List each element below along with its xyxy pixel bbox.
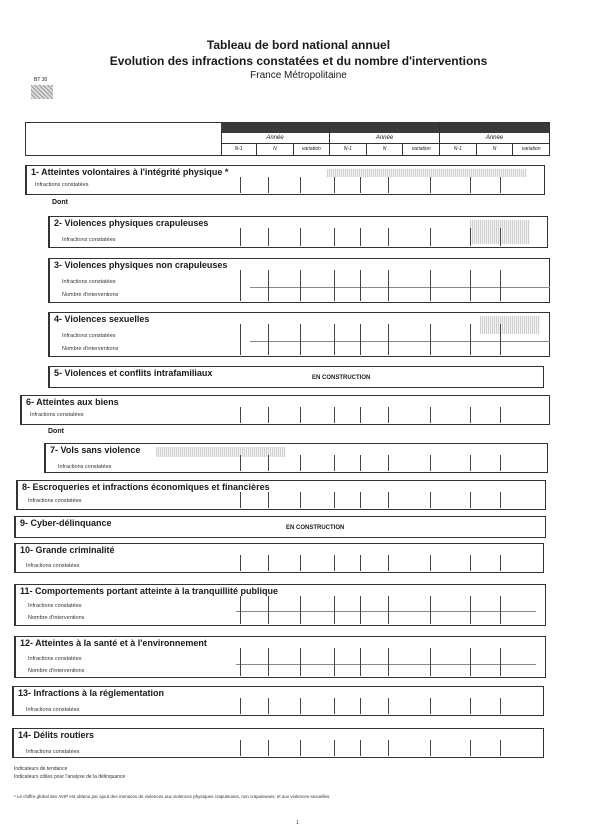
row-label: Infractions constatées [58,464,112,470]
stamp-label: BT 30 [34,77,48,83]
column-separator [388,698,389,714]
column-separator [300,648,301,676]
column-separator [268,596,269,624]
section-title: 2- Violences physiques crapuleuses [54,218,209,228]
column-separator [470,455,471,471]
row-divider [236,664,536,665]
column-separator [240,596,241,624]
section-title: 4- Violences sexuelles [54,314,150,324]
column-separator [300,698,301,714]
column-separator [360,740,361,756]
col-n-1: N-1 [440,144,477,155]
column-separator [500,555,501,571]
row-label: Nombre d'interventions [28,668,85,674]
row-label: Infractions constatées [28,498,82,504]
column-separator [430,455,431,471]
column-separator [430,492,431,508]
column-separator [500,455,501,471]
column-separator [430,740,431,756]
column-separator [360,555,361,571]
section-7 [44,443,548,473]
column-separator [300,270,301,301]
column-separator [334,407,335,423]
col-n-1: N-1 [221,144,257,155]
section-3 [48,258,550,303]
column-separator [334,648,335,676]
region-label: France Métropolitaine [250,70,347,81]
column-separator [268,492,269,508]
column-separator [470,228,471,246]
column-separator [300,492,301,508]
footer-legend-1: Indicateurs de tendance [14,766,68,772]
column-separator [388,492,389,508]
column-separator [500,740,501,756]
column-separator [470,270,471,301]
row-divider [236,611,536,612]
column-group-title-bar [330,123,439,133]
dont-label: Dont [52,199,68,206]
column-separator [388,648,389,676]
col-n: N [477,144,514,155]
column-separator [430,324,431,355]
footer-legend-2: Indicateurs cibles pour l'analyse de la délinquance [14,774,126,780]
column-separator [388,228,389,246]
section-13 [12,686,544,716]
col-n-1: N-1 [330,144,367,155]
document-subtitle: Evolution des infractions constatées et du nombre d'interventions [109,54,488,68]
column-separator [470,324,471,355]
section-title: 8- Escroqueries et infractions économiques et financières [22,482,270,492]
row-label: Infractions constatées [28,603,82,609]
column-separator [388,596,389,624]
column-separator [500,228,501,246]
section-title: 14- Délits routiers [18,730,95,740]
year-label: Année [221,133,329,144]
column-separator [360,324,361,355]
column-separator [360,407,361,423]
column-separator [268,740,269,756]
column-separator [430,648,431,676]
column-separator [470,407,471,423]
column-separator [240,492,241,508]
column-separator [470,596,471,624]
column-separator [300,740,301,756]
column-separator [360,177,361,193]
row-divider [250,341,550,342]
column-separator [300,324,301,355]
column-separator [268,455,269,471]
column-separator [430,596,431,624]
section-8 [16,480,546,510]
column-separator [334,455,335,471]
section-title: 10- Grande criminalité [20,545,115,555]
col-variation: variation [301,146,321,152]
section-title: 13- Infractions à la réglementation [18,688,165,698]
column-separator [300,177,301,193]
dont-label: Dont [48,428,64,435]
column-separator [268,555,269,571]
column-separator [430,407,431,423]
column-separator [268,228,269,246]
column-separator [334,492,335,508]
column-separator [470,492,471,508]
section-5 [48,366,544,388]
section-title: 11- Comportements portant atteinte à la tranquillité publique [20,586,279,596]
column-separator [240,648,241,676]
column-separator [470,698,471,714]
section-11 [14,584,546,626]
column-separator [360,270,361,301]
row-label: Nombre d'interventions [28,615,85,621]
column-separator [500,324,501,355]
col-variation: variation [411,146,431,152]
section-title: 12- Atteintes à la santé et à l'environnement [20,638,207,648]
column-group-2 [330,123,440,155]
column-separator [388,407,389,423]
column-separator [470,740,471,756]
section-title: 6- Atteintes aux biens [26,397,119,407]
column-separator [334,740,335,756]
section-14 [12,728,544,758]
column-separator [240,177,241,193]
section-9 [14,516,546,538]
column-separator [500,596,501,624]
column-separator [500,407,501,423]
col-n: N [257,144,293,155]
row-label: Nombre d'interventions [62,292,119,298]
column-separator [268,324,269,355]
column-separator [240,698,241,714]
column-separator [500,270,501,301]
column-separator [500,698,501,714]
column-separator [300,596,301,624]
column-separator [470,555,471,571]
column-separator [430,698,431,714]
column-separator [388,455,389,471]
document-title: Tableau de bord national annuel [206,38,391,52]
column-separator [300,555,301,571]
column-separator [240,407,241,423]
column-separator [334,324,335,355]
column-separator [268,177,269,193]
footnote: * Le chiffre global des AVIP est obtenu par ajout des menaces de violences aux violences physiques crapuleuses, non crapuleuses, et aux violences sexuelles. [14,794,331,799]
row-label: Nombre d'interventions [62,346,119,352]
year-label: Année [440,133,549,144]
section-4 [48,312,550,357]
column-separator [334,555,335,571]
section-10 [14,543,544,573]
year-label: Année [330,133,439,144]
column-separator [360,596,361,624]
table-header [25,122,550,156]
row-divider [250,287,550,288]
column-group-title-bar [221,123,329,133]
column-group-title-bar [440,123,549,133]
column-separator [360,698,361,714]
smudge [156,447,286,457]
stamp-mark [31,85,53,99]
row-label: Infractions constatées [35,182,89,188]
column-separator [334,698,335,714]
section-title: 7- Vols sans violence [50,445,141,455]
row-label: Infractions constatées [26,749,80,755]
section-1 [25,165,545,195]
column-separator [334,596,335,624]
column-separator [300,228,301,246]
row-label: Infractions constatées [26,563,80,569]
column-separator [388,740,389,756]
column-separator [334,270,335,301]
column-separator [470,648,471,676]
column-separator [470,177,471,193]
column-separator [240,270,241,301]
column-separator [360,648,361,676]
column-separator [334,228,335,246]
column-group-1 [221,123,330,155]
column-separator [268,270,269,301]
column-separator [300,455,301,471]
smudge [327,169,527,177]
column-separator [500,648,501,676]
column-separator [360,228,361,246]
construction-status: EN CONSTRUCTION [286,525,345,531]
column-separator [268,407,269,423]
column-separator [268,698,269,714]
column-group-3 [440,123,549,155]
row-label: Infractions constatées [30,412,84,418]
column-separator [430,270,431,301]
column-separator [360,455,361,471]
section-12 [14,636,546,678]
column-separator [268,648,269,676]
column-separator [430,228,431,246]
column-separator [334,177,335,193]
row-label: Infractions constatées [62,237,116,243]
page-number: 1 [296,820,299,826]
smudge [480,316,540,334]
row-label: Infractions constatées [26,707,80,713]
column-separator [240,740,241,756]
column-separator [500,177,501,193]
section-2 [48,216,548,248]
column-separator [430,177,431,193]
row-label: Infractions constatées [28,656,82,662]
column-separator [388,177,389,193]
section-title: 3- Violences physiques non crapuleuses [54,260,228,270]
column-separator [300,407,301,423]
section-title: 1- Atteintes volontaires à l'intégrité physique * [31,167,229,177]
row-label: Infractions constatées [62,279,116,285]
row-label: Infractions constatées [62,333,116,339]
table-header-blank [26,123,222,155]
section-title: 9- Cyber-délinquance [20,518,112,528]
section-title: 5- Violences et conflits intrafamiliaux [54,368,213,378]
construction-status: EN CONSTRUCTION [312,375,371,381]
column-separator [430,555,431,571]
column-separator [240,228,241,246]
col-variation: variation [521,146,541,152]
column-separator [360,492,361,508]
column-separator [240,324,241,355]
col-n: N [367,144,404,155]
column-separator [240,455,241,471]
column-separator [388,270,389,301]
column-separator [240,555,241,571]
column-separator [500,492,501,508]
column-separator [388,555,389,571]
column-separator [388,324,389,355]
